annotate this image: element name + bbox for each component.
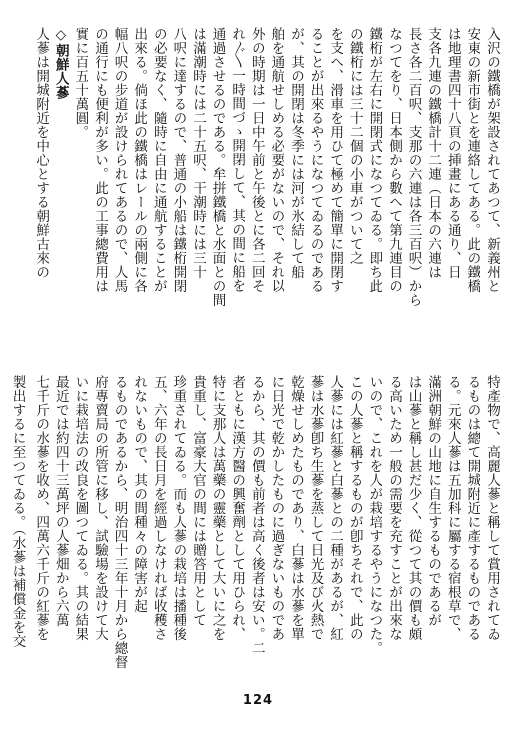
text-column: 製出するに至つてゐる。（水蔘は補償金を交 <box>9 375 26 649</box>
text-column: いに栽培法の改良を圖つてゐる。其の結果 <box>72 375 89 641</box>
text-column: いので、これを人が栽培するやうになつた。 <box>366 375 383 655</box>
text-column: 特產物で、高麗人蔘と稱して賞用されてゐ <box>484 375 500 641</box>
text-column: は地理書四十八頁の挿畫にある通り、日 <box>444 27 461 279</box>
text-column: 鐵桁が左右に開閉式になつてゐる。即ち此 <box>366 27 383 293</box>
text-column: 外の時期は一日中午前と午後とに各二回そ <box>248 27 265 293</box>
text-column: ◇朝鮮人蔘 <box>52 27 69 100</box>
text-column: に日光で乾かしたものに過ぎないものであ <box>268 375 285 641</box>
text-column: は山蔘と稱し甚だ少く、從つて其の價も頗 <box>405 375 422 641</box>
text-column: 特に支那人は萬藥の靈藥として大いに之を <box>209 375 226 641</box>
text-column: 七千斤の水蔘を收め、四萬六千斤の紅蔘を <box>33 375 50 641</box>
text-column: 者ともに漢方醫の興奮劑として用ひられ、 <box>229 375 246 641</box>
text-column: 長さ各二百呎、支那の六連は各三百呎）から <box>405 27 422 307</box>
text-column: れ〴〵一時間づゝ開閉して、其の間に船を <box>229 27 246 293</box>
text-column: 安東の新市街とを連絡してある。此の鐵橋 <box>464 27 481 293</box>
text-column: ることが出來るやうになつてゐるのである <box>307 27 324 293</box>
text-column: の通行にも便利が多い。此の工事總費用は <box>92 27 108 293</box>
text-column: 舶を通航せしめる必要がないので、それ以 <box>268 27 285 293</box>
text-column: 乾燥せしめたものであり、白蔘は水蔘を單 <box>288 375 304 641</box>
text-column: は滿潮時には二十五呎、干潮時には三十 <box>190 27 206 279</box>
text-column: 人蔘は開城附近を中心とする朝鮮古來の <box>33 27 50 279</box>
text-column: 蔘は水蔘卽ち生蔘を蒸して日光及び火熱で <box>307 375 324 641</box>
text-column: 入沢の鐵橋が架設されてあつて、新義州と <box>484 27 500 293</box>
text-column: 幅八呎の步道が設けられてあるので、人馬 <box>111 27 128 293</box>
page-number: 124 <box>242 693 274 708</box>
text-column: 實に百五十萬圓。 <box>72 27 89 139</box>
text-column: るから、其の價も前者は高く後者は安い。二 <box>248 375 265 655</box>
text-column: が、其の開閉は冬季には河が氷結して船 <box>288 27 304 279</box>
text-column: る高いため一般の需要を充すことが出來な <box>386 375 402 641</box>
text-column: 府專賣局の所管に移し、試驗場を設けて大 <box>92 375 108 641</box>
text-column: るものであるから、明治四十三年十月から總督 <box>111 375 128 669</box>
text-column: 珍重されてゐる。而も人蔘の栽培は播種後 <box>170 375 187 641</box>
text-column: の鐵桁には三十二個の小車がついて之 <box>346 27 363 265</box>
text-column: なつてをり、日本側から數へて第九連目の <box>386 27 402 293</box>
text-column: 滿洲朝鮮の山地に自生するものであるが <box>425 375 442 627</box>
text-column: この人蔘と稱するものが卽ちそれで、此の <box>346 375 363 641</box>
text-column: 通過させるのである。牟拼鐵橋と水面との間 <box>209 27 226 307</box>
text-column: の必要なく、隨時に自由に通航することが <box>150 27 167 293</box>
text-column: れないもので、其の間種々の障害が起 <box>131 375 148 613</box>
text-column: 人蔘には紅蔘と白蔘との二種があるが、紅 <box>327 375 344 641</box>
text-column: るものは總て開城附近に產するものである <box>464 375 481 641</box>
text-column: 支各九連の鐵橋計十二連（日本の六連は <box>425 27 442 279</box>
text-column: 貴重し、富豪大官の間には贈答用として <box>190 375 206 627</box>
text-column: 五、六年の長日月を經過しなければ收穫さ <box>150 375 167 641</box>
text-column: 八呎に達するので、普通の小船は鐵桁開閉 <box>170 27 187 293</box>
text-column: 出來る。倘ほ此の鐵橋はレールの兩側に各 <box>131 27 148 293</box>
text-column: 最近では約四十三萬坪の人蔘畑から六萬 <box>52 375 69 627</box>
text-column: を支へ、滑車を用ひて極めて簡單に開閉す <box>327 27 344 293</box>
text-column: る。元來人蔘は五加科に屬する宿根草で、 <box>444 375 461 641</box>
